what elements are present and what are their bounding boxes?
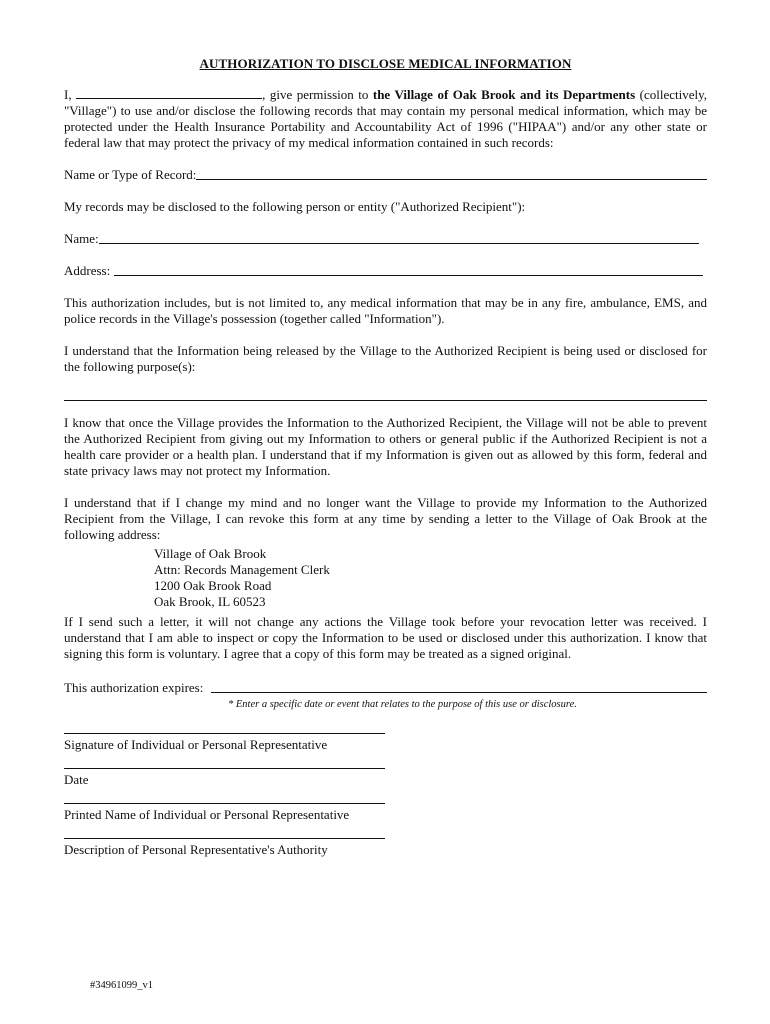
individual-name-blank[interactable]	[76, 86, 262, 99]
recipient-intro: My records may be disclosed to the following person or entity ("Authorized Recipient"):	[64, 199, 526, 214]
purpose-field[interactable]	[64, 399, 707, 401]
description-label: Description of Personal Representative's Authority	[64, 842, 328, 857]
document-id: #34961099_v1	[90, 980, 153, 991]
record-type-row	[64, 167, 707, 183]
date-label: Date	[64, 772, 89, 787]
printed-name-line[interactable]	[64, 802, 385, 804]
recipient-name-label: Name:	[64, 231, 99, 246]
recipient-name-field[interactable]	[99, 231, 699, 244]
intro-middle: , give permission to	[262, 87, 369, 102]
record-type-field[interactable]	[196, 167, 707, 180]
recipient-address-label: Address:	[64, 263, 111, 278]
intro-paragraph	[64, 86, 707, 151]
record-type-label: Name or Type of Record:	[64, 167, 197, 182]
description-line[interactable]	[64, 837, 385, 839]
intro-prefix: I,	[64, 87, 72, 102]
village-address	[154, 546, 707, 610]
expires-note: * Enter a specific date or event that relates to the purpose of this use or disclosure.	[228, 699, 577, 710]
form-title: AUTHORIZATION TO DISCLOSE MEDICAL INFORMATION	[199, 56, 572, 71]
address-line: Oak Brook, IL 60523	[154, 594, 266, 609]
revoke-paragraph: I understand that if I change my mind and no longer want the Village to provide my Information to the Authorized Recipient from the Village, I can revoke this form at any time by sending a letter to the Village of Oak Brook at the following address:	[64, 495, 707, 542]
letter-paragraph: If I send such a letter, it will not change any actions the Village took before your revocation letter was received. I understand that I am able to inspect or copy the Information to be used or disclosed under this authorization. I know that signing this form is voluntary. I agree that a copy of this form may be treated as a signed original.	[64, 614, 707, 661]
recipient-address-row	[64, 263, 707, 279]
date-line[interactable]	[64, 767, 385, 769]
address-line: Village of Oak Brook	[154, 546, 267, 561]
purpose-paragraph: I understand that the Information being released by the Village to the Authorized Recipient is being used or disclosed for the following purpose(s):	[64, 343, 707, 374]
expires-label: This authorization expires:	[64, 680, 204, 695]
printed-name-label: Printed Name of Individual or Personal Representative	[64, 807, 350, 822]
address-line: Attn: Records Management Clerk	[154, 562, 330, 577]
expires-row	[64, 680, 707, 696]
expires-field[interactable]	[211, 680, 707, 693]
recipient-name-row	[64, 231, 707, 247]
recipient-address-field[interactable]	[114, 263, 703, 276]
village-entity: the Village of Oak Brook and its Departments	[372, 87, 636, 102]
signature-label: Signature of Individual or Personal Representative	[64, 737, 328, 752]
signature-line[interactable]	[64, 732, 385, 734]
includes-paragraph: This authorization includes, but is not limited to, any medical information that may be in any fire, ambulance, EMS, and police records in the Village's possession (together called "Information").	[64, 295, 707, 326]
form-page	[64, 56, 707, 858]
intro-rest: (collectively, "Village") to use and/or disclose the following records that may contain my personal medical information, which may be protected under the Health Insurance Portability and Accountability Act of 1996 ("HIPAA") and/or any other state or federal law that may protect the privacy of my medical information contained in such records:	[64, 87, 708, 150]
know-paragraph: I know that once the Village provides the Information to the Authorized Recipient, the Village will not be able to prevent the Authorized Recipient from giving out my Information to others or general public if the Authorized Recipient is not a health care provider or a health plan. I understand that if my Information is given out as allowed by this form, federal and state privacy laws may not protect my Information.	[64, 415, 707, 478]
address-line: 1200 Oak Brook Road	[154, 578, 272, 593]
